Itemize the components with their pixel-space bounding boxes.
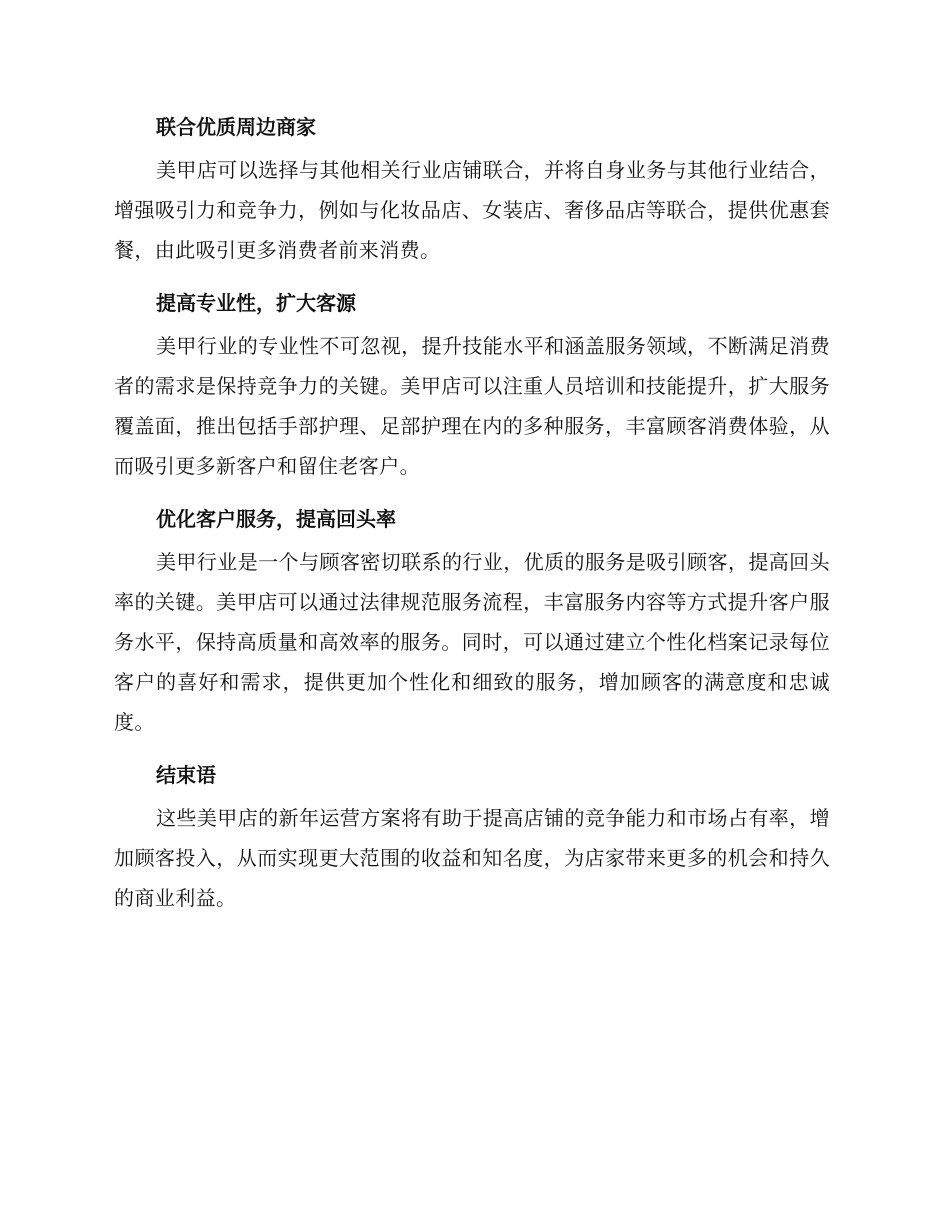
section-heading: 结束语: [156, 763, 216, 787]
section-heading: 提高专业性，扩大客源: [156, 291, 356, 315]
section-customer-service: [114, 498, 830, 742]
section-paragraph: 美甲行业是一个与顾客密切联系的行业，优质的服务是吸引顾客，提高回头率的关键。美甲店可以通过法律规范服务流程，丰富服务内容等方式提升客户服务水平，保持高质量和高效率的服务。同时，可以通过建立个性化档案记录每位客户的喜好和需求，提供更加个性化和细致的服务，增加顾客的满意度和忠诚度。: [114, 550, 830, 734]
section-heading: 联合优质周边商家: [156, 115, 316, 139]
section-paragraph: 美甲行业的专业性不可忽视，提升技能水平和涵盖服务领域，不断满足消费者的需求是保持竞争力的关键。美甲店可以注重人员培训和技能提升，扩大服务覆盖面，推出包括手部护理、足部护理在内的多种服务，丰富顾客消费体验，从而吸引更多新客户和留住老客户。: [114, 334, 830, 478]
section-paragraph: 美甲店可以选择与其他相关行业店铺联合，并将自身业务与其他行业结合，增强吸引力和竞争力，例如与化妆品店、女装店、奢侈品店等联合，提供优惠套餐，由此吸引更多消费者前来消费。: [114, 158, 830, 262]
section-partner-merchants: [114, 106, 830, 270]
section-conclusion: [114, 754, 830, 918]
document-page: [114, 106, 830, 930]
section-paragraph: 这些美甲店的新年运营方案将有助于提高店铺的竞争能力和市场占有率，增加顾客投入，从而实现更大范围的收益和知名度，为店家带来更多的机会和持久的商业利益。: [114, 806, 830, 910]
section-professionalism: [114, 282, 830, 486]
section-heading: 优化客户服务，提高回头率: [156, 507, 396, 531]
